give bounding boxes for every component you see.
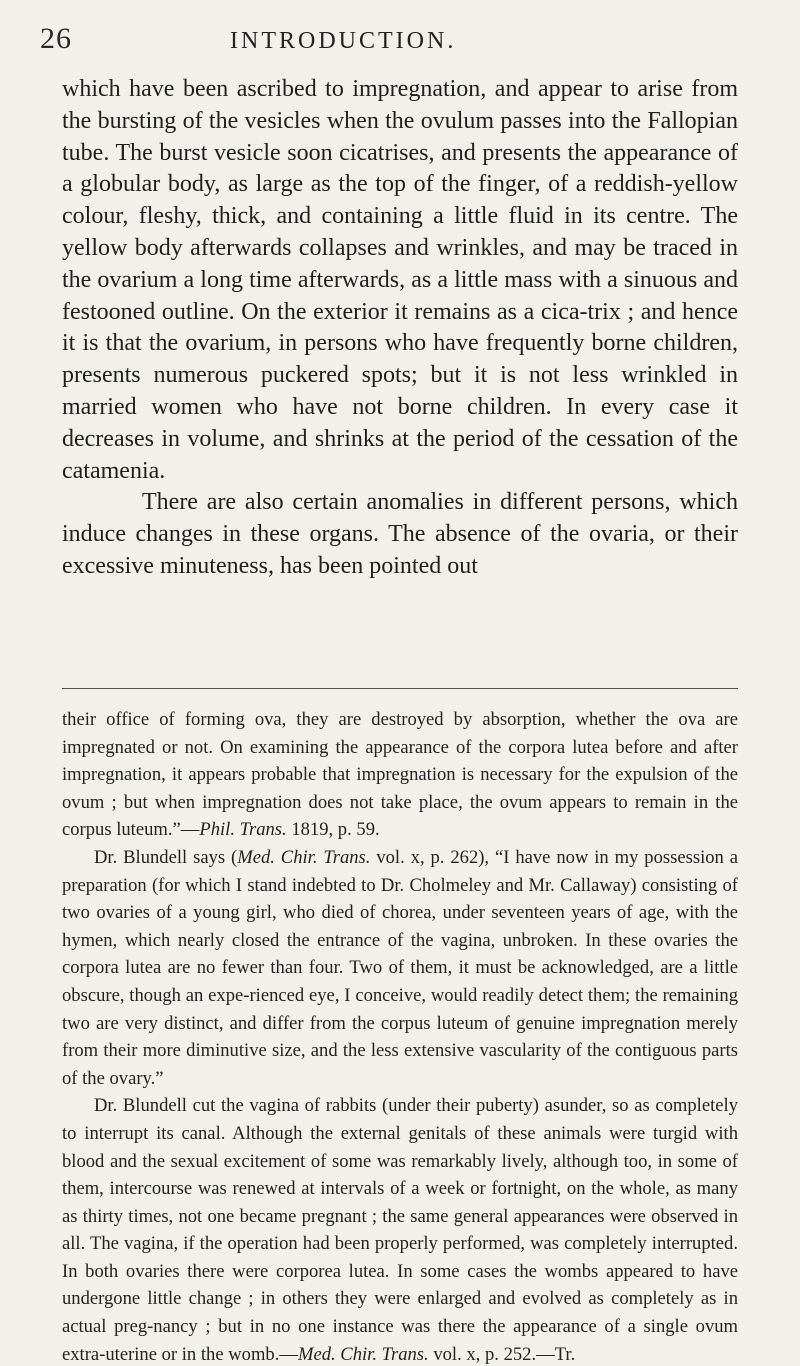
body-paragraph-1: which have been ascribed to impregnation, and appear to arise from the bursting of the vesicles when the ovulum passes into the Fallopian tube. The burst vesicle soon cicatrises, and presents the appearance of a globular body, as large as the top of the finger, of a reddish-yellow colour, fleshy, thick, and containing a little fluid in its centre. The yellow body afterwards collapses and wrinkles, and may be traced in the ovarium a long time afterwards, as a little mass with a sinuous and festooned outline. On the exterior it remains as a cica-trix ; and hence it is that the ovarium, in persons who have frequently borne children, presents numerous puckered spots; but it is not less wrinkled in married women who have not borne children. In every case it decreases in volume, and shrinks at the period of the cessation of the catamenia. [62, 76, 738, 484]
footnote-blundell-quote [62, 844, 738, 1092]
footnote-1-citation: Phil. Trans. [199, 819, 287, 841]
footnote-2-text: vol. x, p. 262), “I have now in my possession a preparation (for which I stand indebted to Dr. Cholmeley and Mr. Callaway) consisting of two ovaries of a young girl, who died of chorea, under seventeen years of age, with the hymen, which nearly closed the entrance of the vagina, unbroken. In these ovaries the corpora lutea are no fewer than four. Two of them, it must be acknowledged, are a little obscure, though an expe-rienced eye, I conceive, would readily detect them; the remaining two are very distinct, and differ from the corpus luteum of genuine impregnation merely from their more diminutive size, and the less extensive vascularity of the contiguous parts of the ovary.” [62, 846, 738, 1089]
main-text [62, 74, 738, 583]
footnote-1-text: their office of forming ova, they are destroyed by absorption, whether the ova are impregnated or not. On examining the appearance of the corpora lutea before and after impregnation, it appears probable that impregnation is necessary for the expulsion of the ovum ; but when impregnation does not take place, the ovum appears to remain in the corpus luteum.”— [62, 709, 738, 841]
footnote-3-tail: vol. x, p. 252.—Tr. [428, 1343, 576, 1365]
footnotes [62, 706, 738, 1366]
footnote-3-citation: Med. Chir. Trans. [297, 1343, 429, 1365]
footnote-1-tail: 1819, p. 59. [286, 819, 380, 841]
footnote-2-citation: Med. Chir. Trans. [237, 846, 371, 868]
footnote-3-text: Dr. Blundell cut the vagina of rabbits (under their puberty) asunder, so as completely to interrupt its canal. Although the external genitals of these animals were turgid with blood and the sexual excitement of some was remarkably lively, although too, in some of them, intercourse was renewed at intervals of a week or fortnight, on the whole, as many as thirty times, not one became pregnant ; the same general appearances were observed in all. The vagina, if the operation had been properly performed, was completely interrupted. In both ovaries there were corporea lutea. In some cases the wombs appeared to have undergone little change ; in others they were enlarged and evolved as completely as in actual preg-nancy ; but in no one instance was there the appearance of a single ovum extra-uterine or in the womb.— [62, 1095, 738, 1365]
footnote-2-lead: Dr. Blundell says ( [94, 846, 238, 868]
page-header [40, 22, 740, 56]
footnote-continued [62, 706, 738, 844]
page-number: 26 [40, 22, 72, 55]
running-head: INTRODUCTION. [230, 28, 457, 54]
footnote-divider [62, 688, 738, 689]
footnote-blundell-rabbits [62, 1092, 738, 1366]
body-paragraph-2: There are also certain anomalies in different persons, which induce changes in these organs. The absence of the ovaria, or their excessive minuteness, has been pointed out [62, 489, 738, 579]
